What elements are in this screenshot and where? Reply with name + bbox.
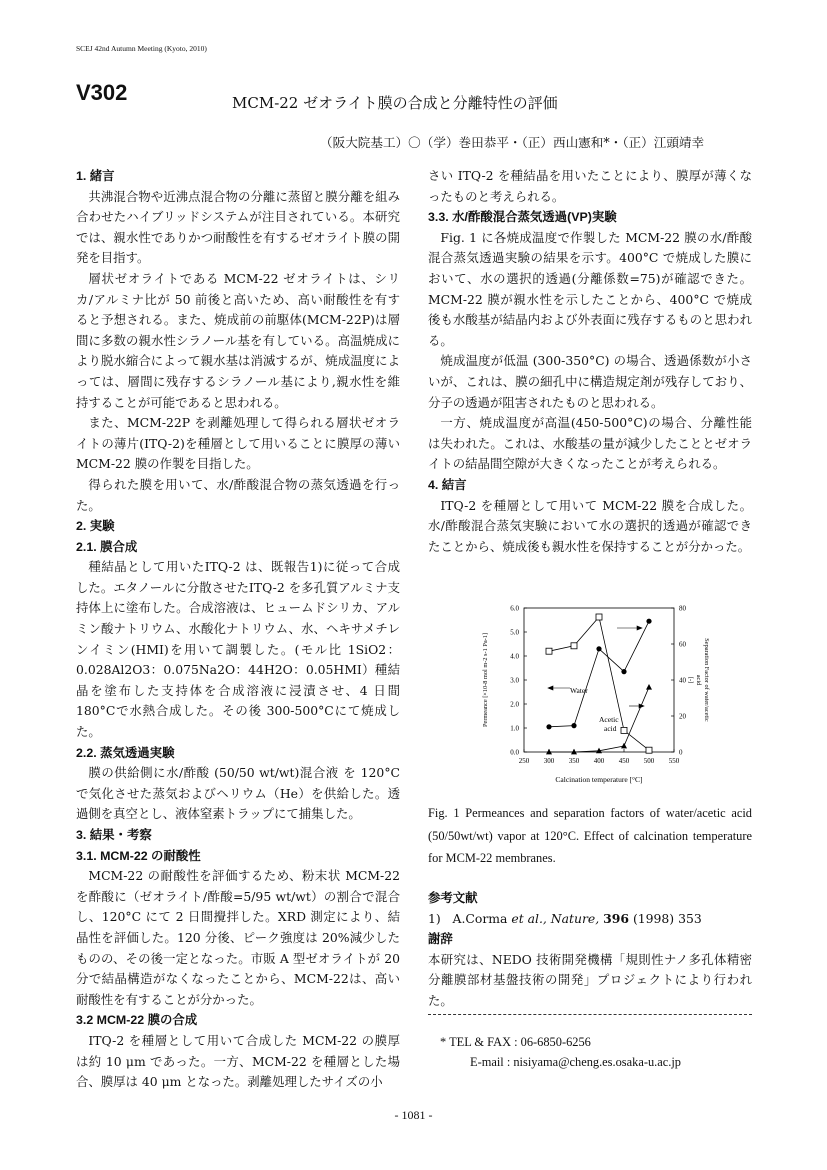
- data-point-circle: [571, 723, 576, 728]
- label-acetic-1: Acetic: [599, 715, 619, 724]
- series-line: [549, 617, 649, 750]
- paragraph: さい ITQ-2 を種結晶を用いたことにより、膜厚が薄くなったものと考えられる。: [428, 168, 752, 204]
- meeting-header: SCEJ 42nd Autumn Meeting (Kyoto, 2010): [76, 44, 207, 53]
- section-heading: 2.1. 膜合成: [76, 539, 138, 554]
- paragraph: MCM-22 の耐酸性を評価するため、粉末状 MCM-22を酢酸に（ゼオライト/酢酸=5/95 wt/wt）の割合で混合し、120°C にて 2 日間攪拌した。XRD 測定により、結晶性を評価した。120 分後、ピーク強度は 20%減少したものの、その後一定となった。市販 A 型ゼオライトが 20 分で結晶構造がなくなったことから、MCM-22は、高い耐酸性を有することが分かった。: [76, 868, 400, 1007]
- data-point-square: [646, 747, 652, 753]
- left-axis-ticks: [510, 605, 527, 757]
- right-axis-label-3: [-]: [687, 676, 694, 684]
- paper-title: MCM-22 ゼオライト膜の合成と分離特性の評価: [232, 94, 558, 112]
- right-axis-ticks: [671, 605, 687, 757]
- paragraph: 得られた膜を用いて、水/酢酸混合物の蒸気透過を行った。: [76, 476, 400, 513]
- acknowledgement-text: 本研究は、NEDO 技術開発機構「規則性ナノ多孔体精密分離膜部材基盤技術の開発」プロジェクトにより行われた。: [428, 951, 752, 1008]
- section-heading: 3.2 MCM-22 膜の合成: [76, 1013, 198, 1028]
- data-point-circle: [596, 646, 601, 651]
- right-axis-label-2: acid: [695, 674, 702, 686]
- left-tick-label: 3.0: [510, 676, 519, 685]
- left-column: [76, 166, 400, 1093]
- chart-series: [546, 614, 652, 754]
- data-point-circle: [546, 724, 551, 729]
- annotation-arrows: [548, 626, 644, 708]
- paragraph: 焼成温度が低温 (300-350°C) の場合、透過係数が小さいが、これは、膜の細孔中に構造規定剤が残存しており、分子の透過が阻害されたものと思われる。: [428, 353, 752, 410]
- label-water: Water: [570, 686, 588, 695]
- ref-number: 1): [428, 910, 441, 926]
- section-heading: 4. 結言: [428, 477, 467, 492]
- x-axis-label: Calcination temperature [°C]: [555, 775, 643, 784]
- data-point-square: [596, 614, 602, 620]
- ref-journal: et al., Nature,: [511, 910, 604, 926]
- section-heading: 2.2. 蒸気透過実験: [76, 745, 175, 760]
- paragraph: 一方、焼成温度が高温(450-500°C)の場合、分離性能は失われた。これは、水酸基の量が減少したこととゼオライトの結晶間空隙が大きくなったことが考えられる。: [428, 415, 752, 472]
- data-point-square: [621, 727, 627, 733]
- x-tick-label: 300: [543, 757, 555, 765]
- x-tick-label: 400: [593, 757, 605, 765]
- contact-tel: * TEL & FAX : 06-6850-6256: [440, 1035, 591, 1049]
- reference-1: [428, 909, 752, 930]
- contact-email: E-mail : nisiyama@cheng.es.osaka-u.ac.jp: [470, 1055, 681, 1069]
- right-axis-label-1: Separation Factor of water/acetic: [703, 638, 710, 722]
- divider: [428, 1014, 752, 1015]
- references-heading: 参考文献: [428, 891, 478, 905]
- right-tick-label: 20: [679, 712, 686, 721]
- page-number: - 1081 -: [394, 1108, 433, 1122]
- x-tick-label: 500: [643, 757, 655, 765]
- x-tick-label: 550: [668, 757, 680, 765]
- series-line: [549, 621, 649, 727]
- paragraph: ITQ-2 を種層として用いて MCM-22 膜を合成した。水/酢酸混合蒸気実験において水の選択的透過が確認できたことから、焼成後も親水性を保持することが分かった。: [428, 497, 752, 554]
- data-point-circle: [646, 619, 651, 624]
- paragraph: 共沸混合物や近沸点混合物の分離に蒸留と膜分離を組み合わせたハイブリッドシステムが注目されている。本研究では、親水性でありかつ耐酸性を有するゼオライト膜の開発を目指す。: [76, 188, 400, 266]
- x-tick-label: 350: [568, 757, 580, 765]
- paragraph: また、MCM-22P を剥離処理して得られる層状ゼオライトの薄片(ITQ-2)を種層として用いることに膜厚の薄い MCM-22 膜の作製を目指した。: [76, 415, 400, 472]
- paragraph: 種結晶として用いたITQ-2 は、既報告1)に従って合成した。エタノールに分散させたITQ-2 を多孔質アルミナ支持体上に塗布した。合成溶液は、ヒュームドシリカ、アルミン酸ナトリウム、水酸化ナトリウム、水、ヘキサメチレンイミン(HMI)を用いて調製した。(モル比 1SiO2：0.028Al2O3：0.075Na2O：44H2O：0.05HMI）種結晶を塗布した支持体を合成溶液に浸漬させ、4 日間 180°Cで水熱合成した。その後 300-500°Cにて焼成した。: [76, 559, 400, 740]
- left-tick-label: 6.0: [510, 604, 519, 613]
- data-point-square: [571, 643, 577, 649]
- section-heading: 3.1. MCM-22 の耐酸性: [76, 848, 201, 863]
- data-point-triangle: [621, 743, 627, 749]
- left-tick-label: 5.0: [510, 628, 519, 637]
- data-point-circle: [621, 669, 626, 674]
- data-point-square: [546, 648, 552, 654]
- x-tick-label: 250: [518, 757, 530, 765]
- paragraph: 層状ゼオライトである MCM-22 ゼオライトは、シリカ/アルミナ比が 50 前後と高いため、高い耐酸性を有すると予想される。また、焼成前の前駆体(MCM-22P)は層間に多数の親水性シラノール基を有している。高温焼成により脱水縮合によって親水基は消滅するが、焼成温度によっては、層間に残存するシラノール基により,親水性を維持することが可能であると思われる。: [76, 270, 400, 410]
- right-tick-label: 40: [679, 676, 686, 685]
- contact-block: [440, 1032, 681, 1072]
- left-tick-label: 2.0: [510, 700, 519, 709]
- paper-code: V302: [76, 80, 128, 105]
- left-tick-label: 4.0: [510, 652, 519, 661]
- author-line: （阪大院基工）〇（学）巻田恭平・（正）西山憲和*・（正）江頭靖幸: [320, 135, 705, 150]
- right-column: [428, 166, 752, 557]
- paragraph: Fig. 1 に各焼成温度で作製した MCM-22 膜の水/酢酸混合蒸気透過実験の結果を示す。400°C で焼成した膜において、水の選択的透過(分離係数=75)が確認できた。MCM-22 膜が親水性を示したことから、400°C で焼成後も水酸基が結晶内および外表面に残存するものと思われる。: [428, 229, 752, 348]
- section-heading: 2. 実験: [76, 519, 115, 534]
- ref-rest: (1998) 353: [629, 910, 702, 926]
- section-heading: 3.3. 水/酢酸混合蒸気透過(VP)実験: [428, 210, 617, 225]
- data-point-triangle: [646, 684, 652, 690]
- section-heading: 1. 緒言: [76, 169, 115, 183]
- right-tick-label: 60: [679, 640, 686, 649]
- left-tick-label: 0.0: [510, 748, 519, 757]
- section-heading: 3. 結果・考察: [76, 828, 152, 842]
- acknowledgement-heading: 謝辞: [428, 932, 453, 947]
- x-tick-label: 450: [618, 757, 630, 765]
- right-tick-label: 80: [679, 604, 686, 613]
- chart-frame: [524, 608, 674, 752]
- figure-caption: Fig. 1 Permeances and separation factors of water/acetic acid (50/50wt/wt) vapor at 120°C. Effect of calcination temperature for MCM-22 membranes.: [428, 806, 752, 865]
- ref-volume: 396: [603, 910, 629, 926]
- left-axis-label: Permeance [×10-8 mol m-2 s-1 Pa-1]: [482, 633, 489, 727]
- label-acetic-2: acid: [604, 724, 617, 733]
- data-point-triangle: [546, 749, 552, 755]
- left-tick-label: 1.0: [510, 724, 519, 733]
- right-tick-label: 0: [679, 748, 683, 757]
- ref-author: A.Corma: [452, 910, 512, 926]
- references-section: [428, 888, 752, 1012]
- figure-1-chart: [474, 600, 714, 790]
- paragraph: ITQ-2 を種層として用いて合成した MCM-22 の膜厚は約 10 μm であった。一方、MCM-22 を種層とした場合、膜厚は 40 μm となった。剥離処理したサイズの小: [76, 1032, 400, 1090]
- paragraph: 膜の供給側に水/酢酸 (50/50 wt/wt)混合液 を 120°Cで気化させた蒸気およびヘリウム（He）を供給した。透過側を真空とし、液体窒素トラップにて捕集した。: [76, 765, 400, 822]
